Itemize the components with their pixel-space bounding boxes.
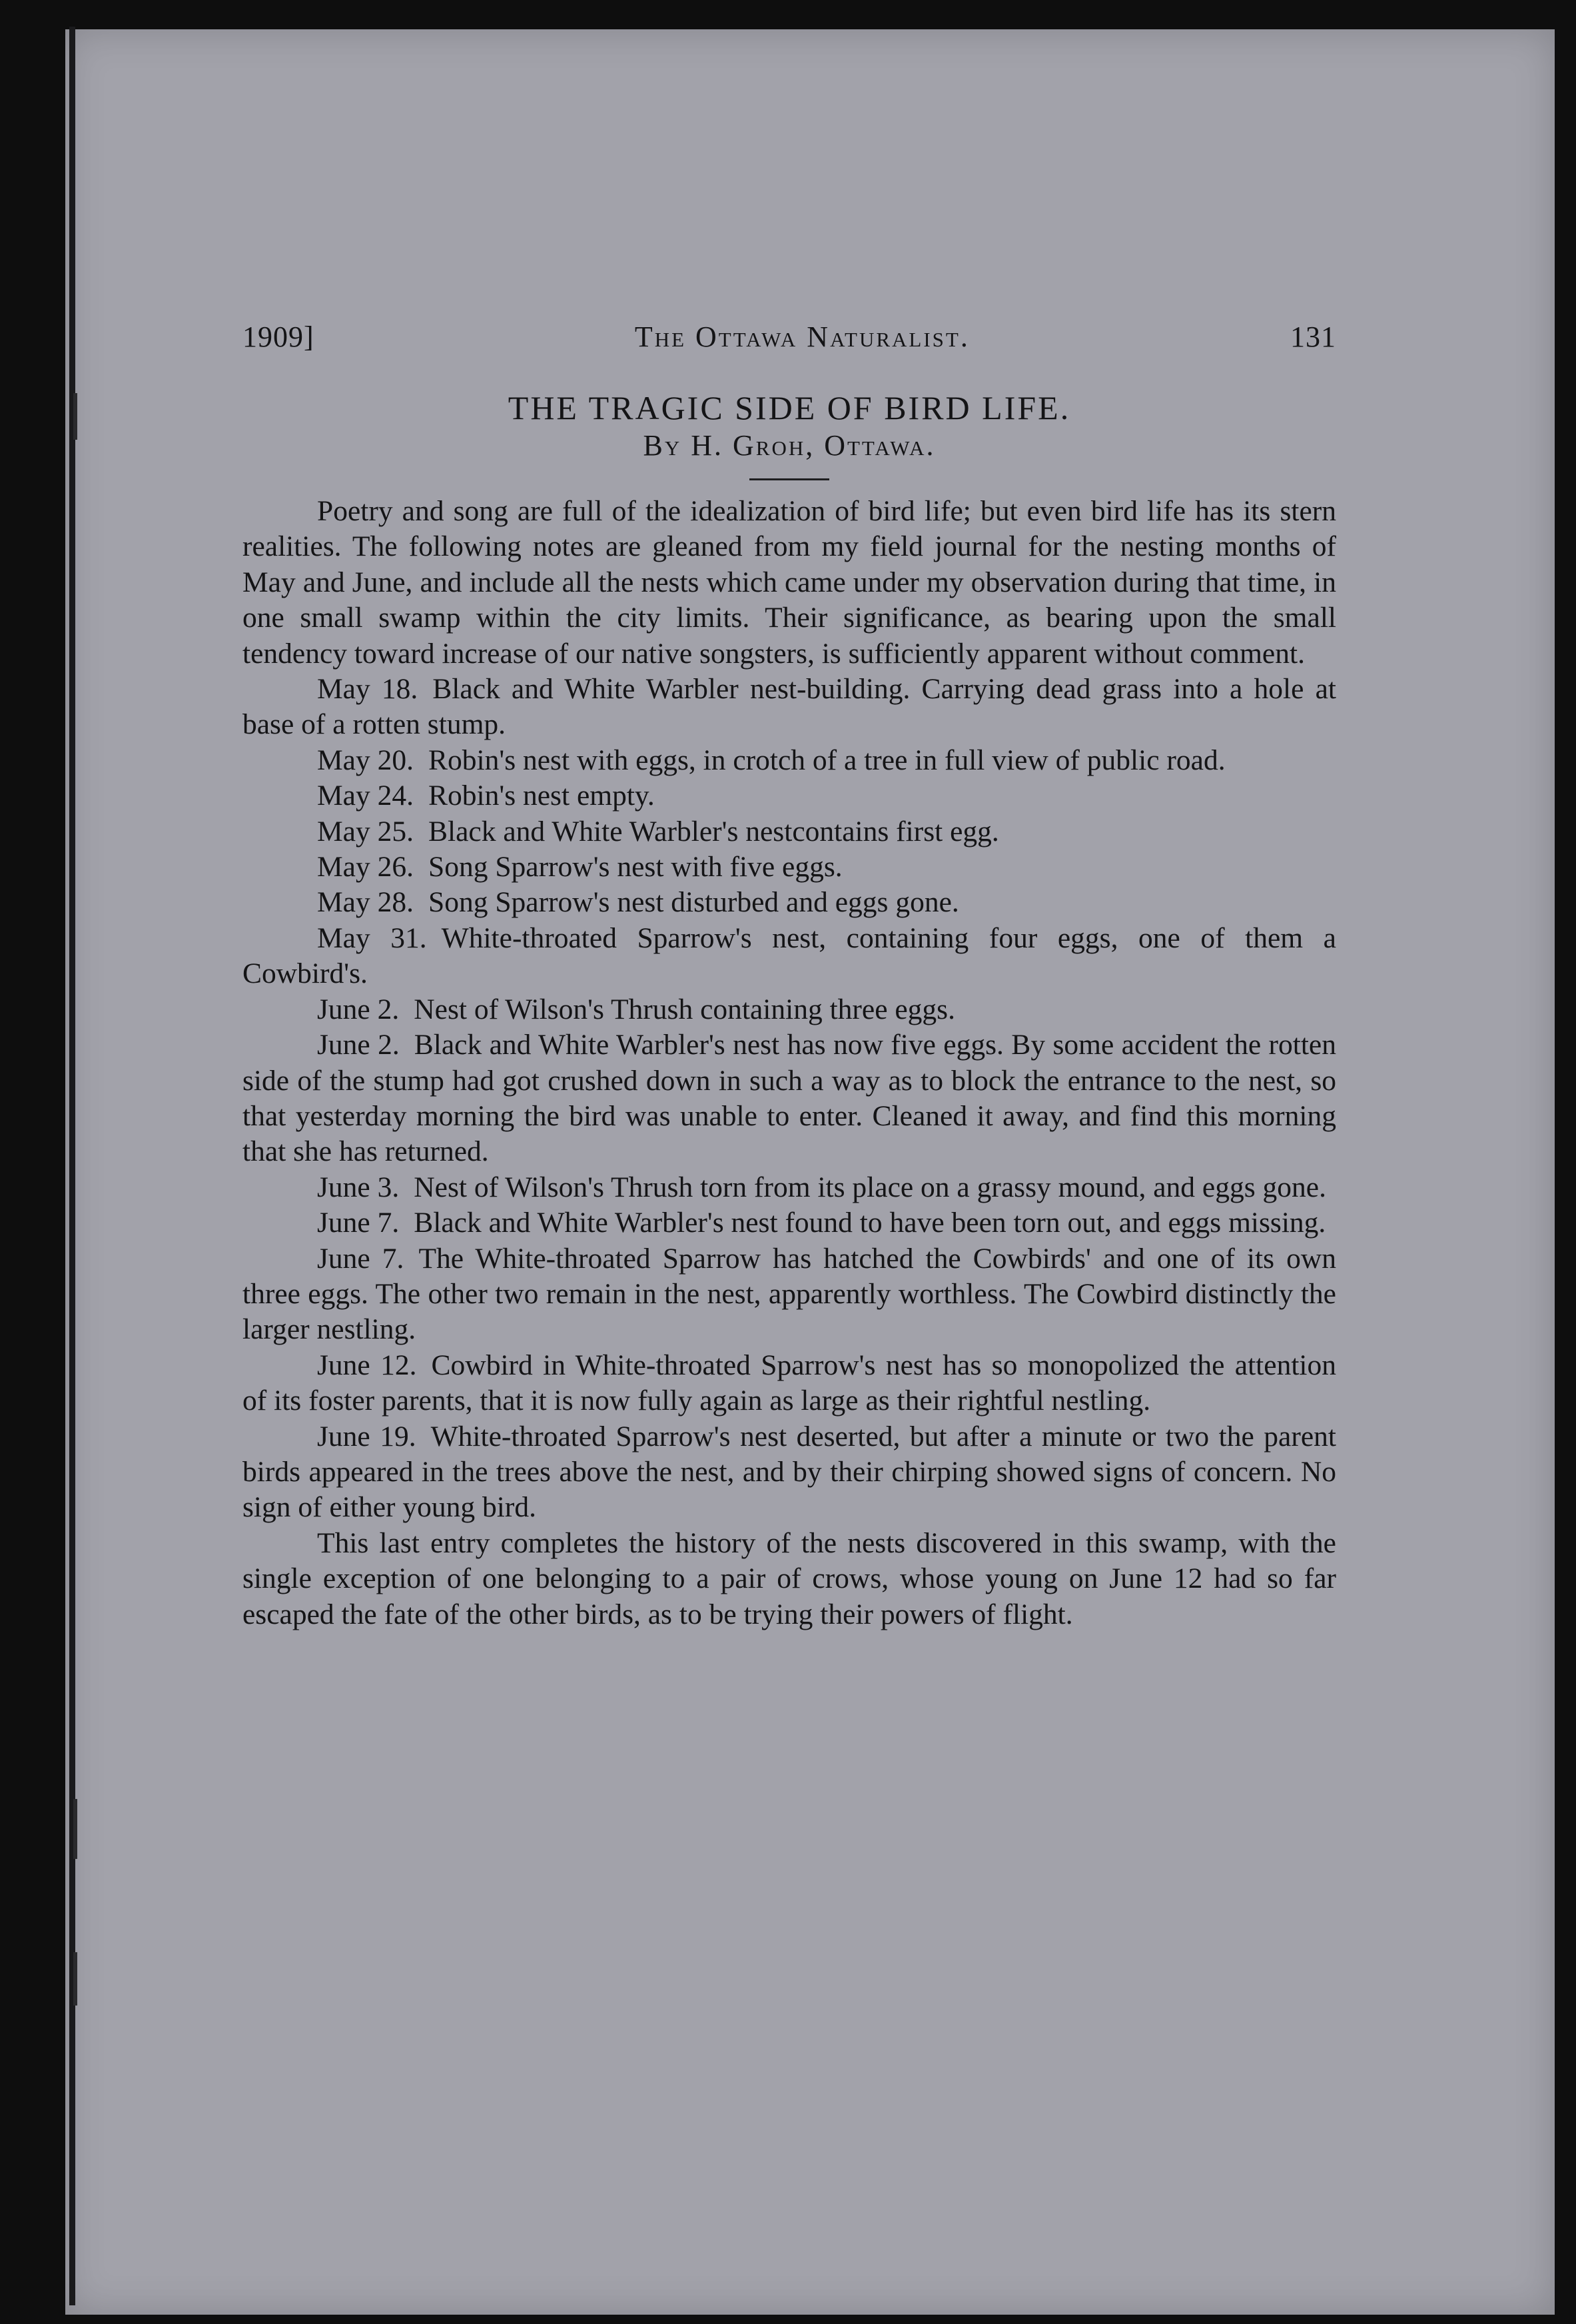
margin-mark [73, 1799, 77, 1859]
margin-mark [73, 1952, 77, 2006]
entry-text: Song Sparrow's nest with five eggs. [428, 851, 843, 883]
article-page [242, 320, 1336, 1632]
margin-mark [73, 393, 77, 440]
journal-entry [242, 814, 1336, 850]
intro-paragraph: Poetry and song are full of the idealization of bird life; but even bird life has its stern realities. The following notes are gleaned from my field journal for the nesting months of May and June, and include all the nests which came under my observation during that time, in one small swamp within the city limits. Their significance, as bearing upon the small tendency toward increase of our native songsters, is sufficiently apparent without comment. [242, 495, 1336, 670]
entry-date: June 7. [317, 1207, 400, 1239]
entry-date: June 12. [317, 1349, 417, 1381]
entry-text: Black and White Warbler nest-building. Carrying dead grass into a hole at base of a rotten stump. [242, 673, 1336, 741]
journal-entry [242, 1170, 1336, 1205]
entry-text: Black and White Warbler's nestcontains first egg. [428, 815, 999, 848]
entry-text: Black and White Warbler's nest found to have been torn out, and eggs missing. [414, 1207, 1326, 1239]
page-number: 131 [1290, 320, 1336, 353]
article-byline: By H. Groh, Ottawa. [643, 429, 936, 462]
journal-entry [242, 850, 1336, 885]
header-year: 1909] [242, 320, 314, 353]
entry-text: Black and White Warbler's nest has now five eggs. By some accident the rotten side of the stump had got crushed down in such a way as to block the entrance to the nest, so that yesterday morning the bird was unable to enter. Cleaned it away, and find this morning that she has returned. [242, 1029, 1336, 1168]
entry-text: Nest of Wilson's Thrush torn from its place on a grassy mound, and eggs gone. [414, 1171, 1326, 1203]
entry-date: June 2. [317, 1029, 400, 1061]
article-body [242, 494, 1336, 1632]
journal-entry [242, 921, 1336, 992]
entry-text: Nest of Wilson's Thrush containing three eggs. [414, 993, 955, 1025]
entry-text: Robin's nest empty. [428, 780, 655, 812]
entry-date: June 2. [317, 993, 400, 1025]
entry-date: May 25. [317, 815, 414, 848]
closing-paragraph: This last entry completes the history of the nests discovered in this swamp, with the single exception of one belonging to a pair of crows, whose young on June 12 had so far escaped the fate of the other birds, as to be trying their powers of flight. [242, 1526, 1336, 1630]
entry-text: Robin's nest with eggs, in crotch of a tree in full view of public road. [428, 744, 1226, 776]
entry-date: June 19. [317, 1420, 416, 1452]
entry-date: May 31. [317, 921, 427, 954]
entry-date: June 7. [317, 1242, 404, 1275]
article-title: THE TRAGIC SIDE OF BIRD LIFE. [508, 389, 1071, 426]
entry-text: White-throated Sparrow's nest, containing four eggs, one of them a Cowbird's. [242, 921, 1336, 990]
journal-entry [242, 778, 1336, 814]
entry-date: May 18. [317, 673, 418, 706]
entry-date: May 28. [317, 886, 414, 919]
journal-entry [242, 992, 1336, 1027]
journal-entry [242, 672, 1336, 743]
title-rule [749, 478, 829, 480]
running-head [242, 320, 1336, 360]
entry-text: White-throated Sparrow's nest deserted, but after a minute or two the parent birds appeared in the trees above the nest, and by their chirping showed signs of concern. No sign of either young bird. [242, 1420, 1336, 1524]
journal-entry [242, 1205, 1336, 1241]
journal-entry [242, 1241, 1336, 1348]
journal-entry [242, 743, 1336, 778]
entry-date: May 20. [317, 744, 414, 776]
entry-text: Song Sparrow's nest disturbed and eggs gone. [428, 886, 959, 919]
entry-date: May 24. [317, 780, 414, 812]
entry-date: May 26. [317, 851, 414, 883]
journal-name: The Ottawa Naturalist. [634, 320, 970, 353]
journal-entry [242, 1348, 1336, 1419]
journal-entry [242, 885, 1336, 920]
entry-text: The White-throated Sparrow has hatched the Cowbirds' and one of its own three eggs. The other two remain in the nest, apparently worthless. The Cowbird distinctly the larger nestling. [242, 1242, 1336, 1346]
entry-text: Cowbird in White-throated Sparrow's nest has so monopolized the attention of its foster parents, that it is now fully again as large as their rightful nestling. [242, 1349, 1336, 1417]
entry-date: June 3. [317, 1171, 400, 1203]
journal-entry [242, 1027, 1336, 1170]
journal-entry [242, 1419, 1336, 1526]
